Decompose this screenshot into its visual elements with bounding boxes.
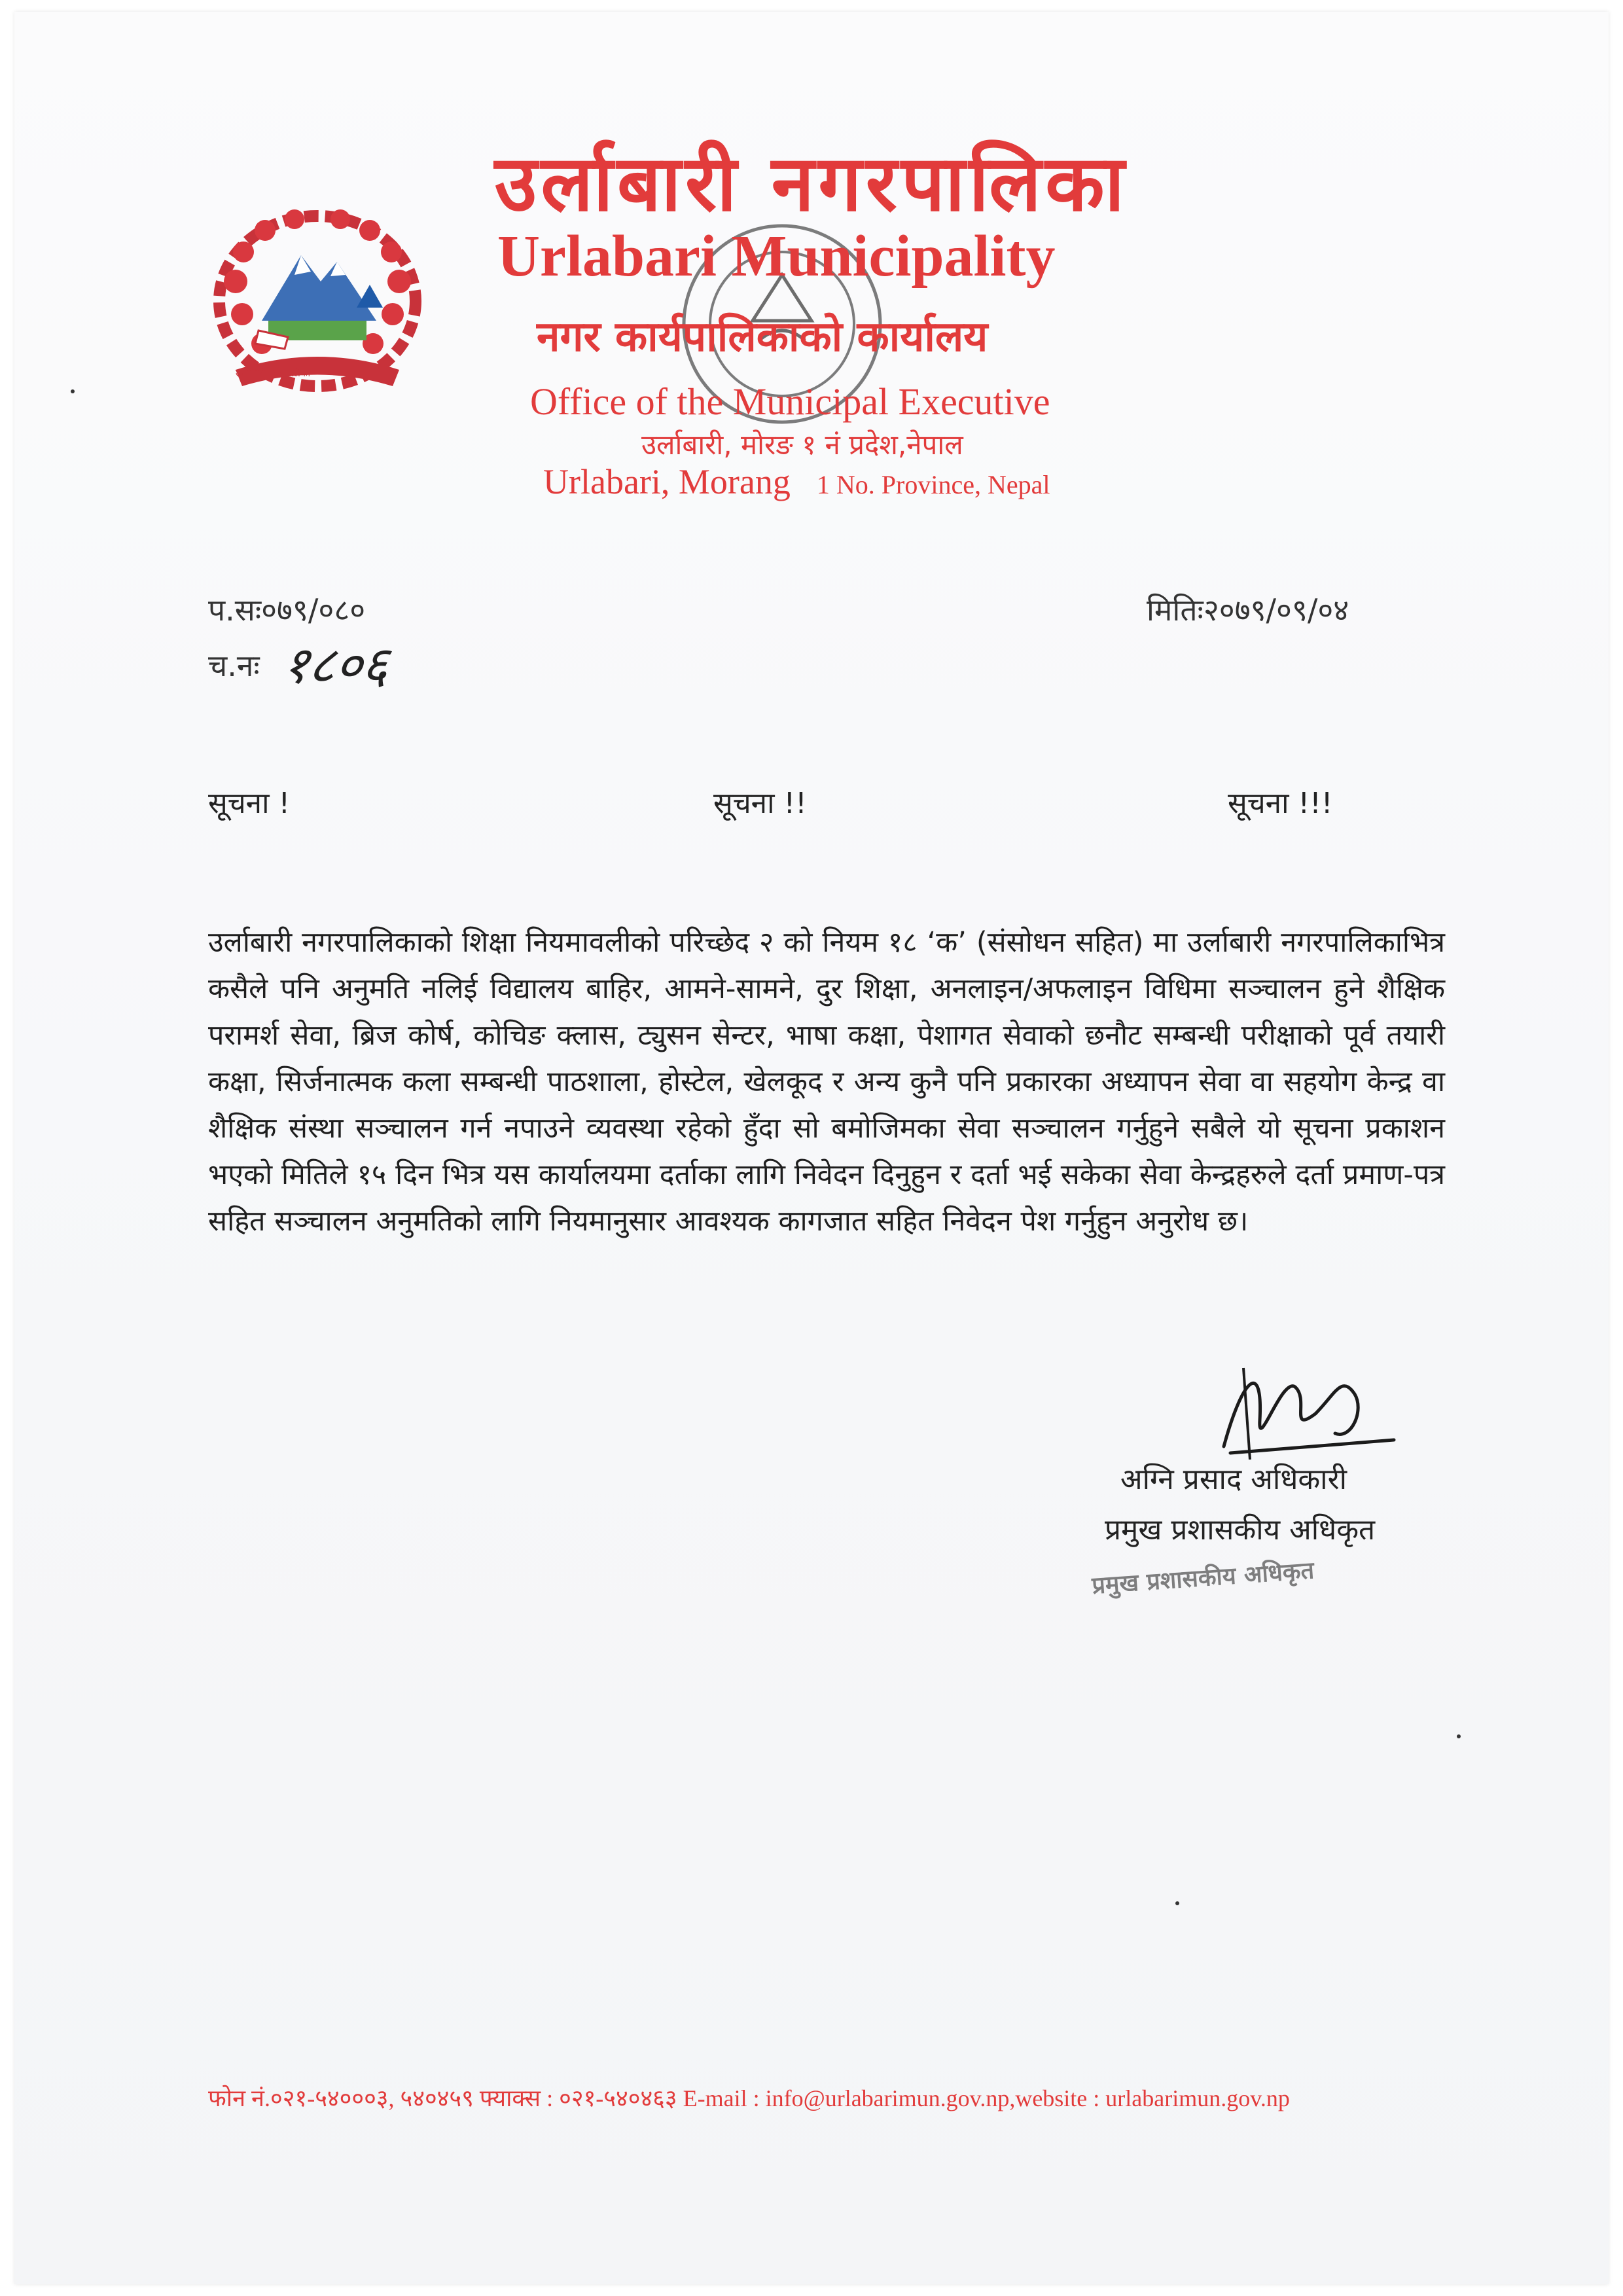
letterhead-office-english: Office of the Municipal Executive	[530, 380, 1050, 423]
letterhead-office-nepali: नगर कार्यपालिकाको कार्यालय	[537, 313, 988, 361]
address-province: 1 No. Province, Nepal	[816, 470, 1050, 499]
scan-speck	[71, 389, 75, 393]
letterhead-title-nepali: उर्लाबारी नगरपालिका	[494, 138, 1129, 228]
dispatch-number-label: च.नः	[208, 648, 260, 683]
scan-speck	[1457, 1734, 1461, 1738]
address-city: Urlabari, Morang	[543, 462, 791, 501]
notice-body-paragraph: उर्लाबारी नगरपालिकाको शिक्षा नियमावलीको परिच्छेद २ को नियम १८ ‘क’ (संसोधन सहित) मा उर्लाबारी नगरपालिकाभित्र कसैले पनि अनुमति नलिई विद्यालय बाहिर, आमने-सामने, दुर शिक्षा, अनलाइन/अफलाइन विधिमा सञ्चालन हुने शैक्षिक परामर्श सेवा, ब्रिज कोर्ष, कोचिङ क्लास, ट्युसन सेन्टर, भाषा कक्षा, पेशागत सेवाको छनौट सम्बन्धी परीक्षाको पूर्व तयारी कक्षा, सिर्जनात्मक कला सम्बन्धी पाठशाला, होस्टेल, खेलकूद र अन्य कुनै पनि प्रकारका अध्यापन सेवा वा सहयोग केन्द्र वा शैक्षिक संस्था सञ्चालन गर्न नपाउने व्यवस्था रहेको हुँदा सो बमोजिमका सेवा सञ्चालन गर्नुहुने सबैले यो सूचना प्रकाशन भएको मितिले १५ दिन भित्र यस कार्यालयमा दर्ताका लागि निवेदन दिनुहुन र दर्ता भई सकेका सेवा केन्द्रहरुले दर्ता प्रमाण-पत्र सहित सञ्चालन अनुमतिको लागि नियमानुसार आवश्यक कागजात सहित निवेदन पेश गर्नुहुन अनुरोध छ।	[208, 926, 1445, 1238]
notice-heading-2: सूचना !!	[713, 787, 807, 820]
handwritten-signature	[1204, 1348, 1400, 1466]
scan-speck	[1175, 1901, 1179, 1905]
notice-heading-3: सूचना !!!	[1228, 787, 1333, 820]
dispatch-number-handwritten: १८०६	[279, 636, 392, 695]
letterhead-title-english: Urlabari Municipality	[497, 224, 1056, 289]
letter-date: मितिः२०७९/०९/०४	[1147, 592, 1349, 628]
signatory-rubber-stamp: प्रमुख प्रशासकीय अधिकृत	[1091, 1557, 1315, 1600]
emblem-caption: उर्लाबारी नगरपालिका	[236, 367, 311, 379]
notice-heading-1: सूचना !	[208, 787, 291, 820]
letterhead-address-nepali: उर्लाबारी, मोरङ १ नं प्रदेश,नेपाल	[641, 429, 963, 461]
signatory-title: प्रमुख प्रशासकीय अधिकृत	[1105, 1513, 1376, 1547]
letterhead-address-english	[543, 461, 1050, 502]
reference-number: प.सः०७९/०८०	[208, 592, 366, 628]
signatory-name: अग्नि प्रसाद अधिकारी	[1120, 1463, 1347, 1496]
footer-contact-info: फोन नं.०२१-५४०००३, ५४०४५९ फ्याक्स : ०२१-५४०४६३ E-mail : info@urlabarimun.gov.np,website : urlabarimun.gov.np	[208, 2085, 1290, 2111]
